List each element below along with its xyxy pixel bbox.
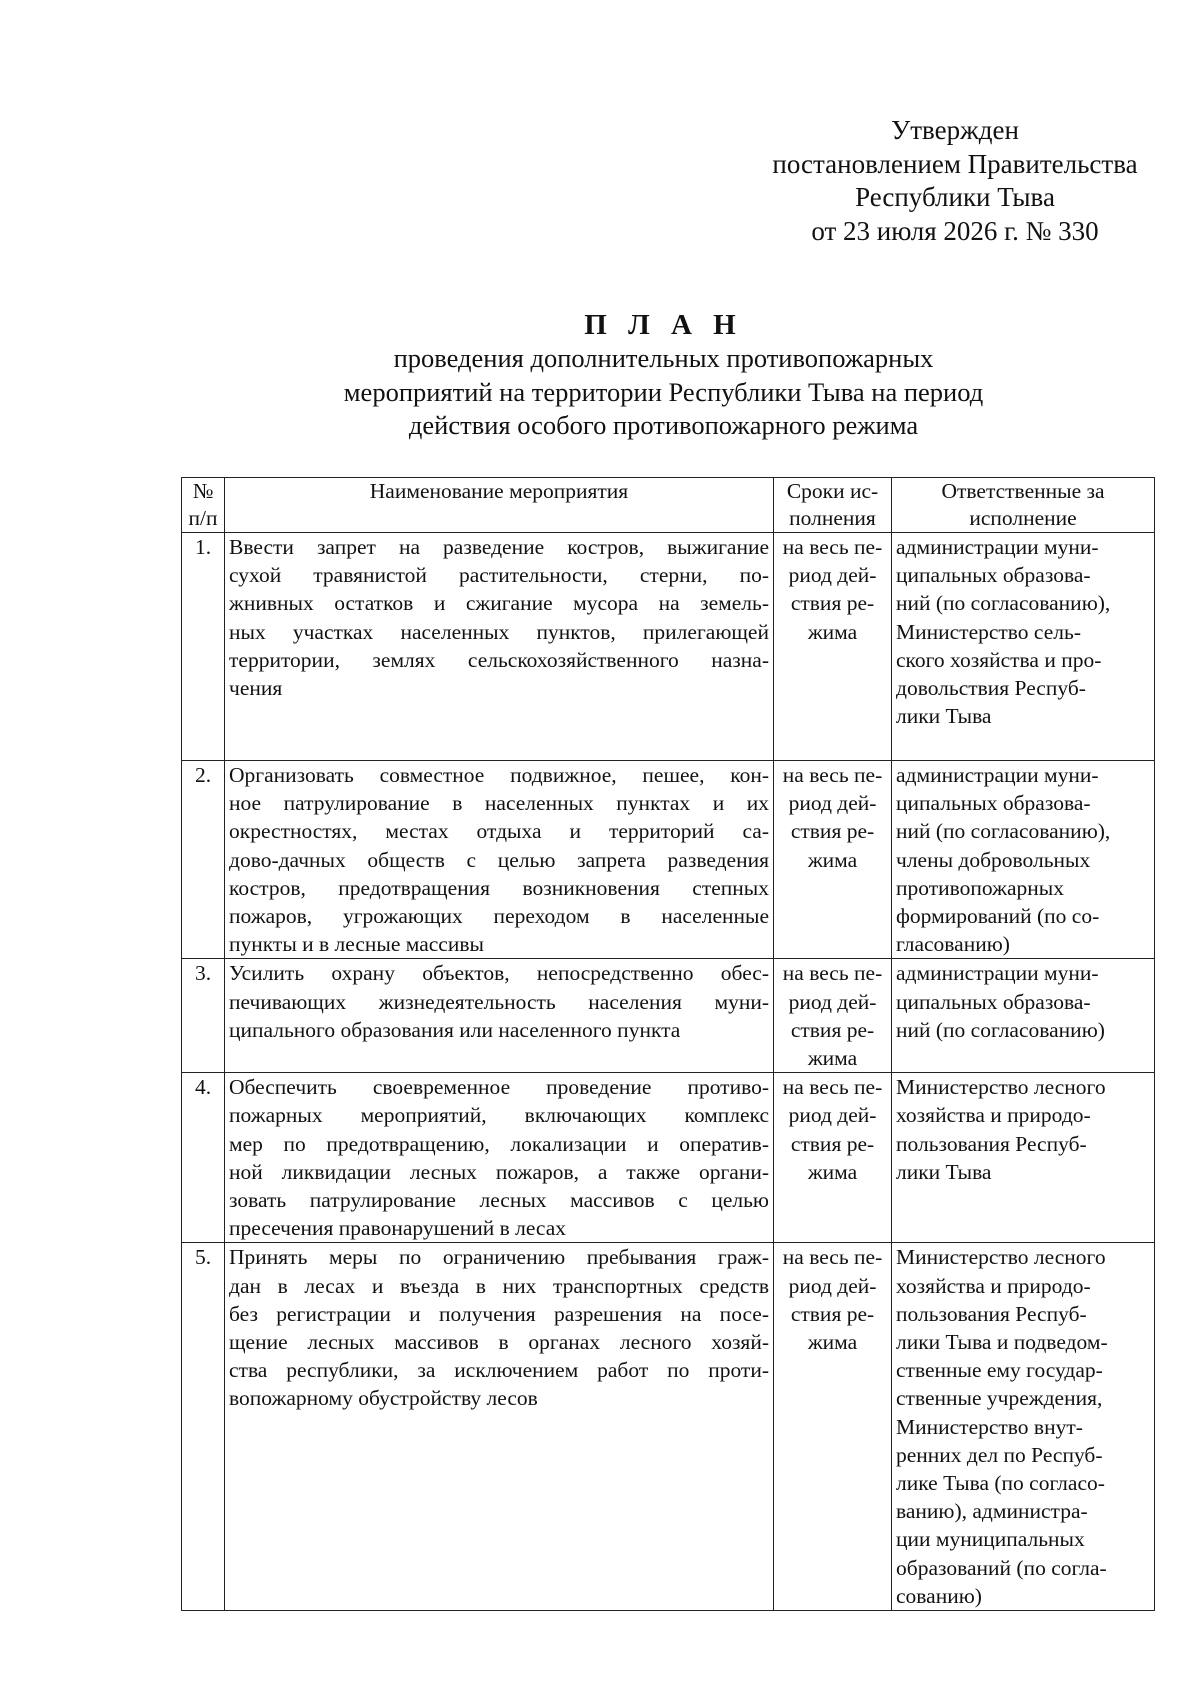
deadline-line: на весь пе- [782,1075,883,1100]
deadline-line: жима [807,619,858,644]
measure-name-line: территории, землях сельскохозяйственного назна- [229,647,769,672]
row-number: 1. [182,533,225,761]
responsible-line: образований (по согла- [896,1555,1107,1580]
responsible-line: лики Тыва и подведом- [896,1330,1108,1355]
responsible-line: сованию) [896,1583,982,1608]
header-deadline-line-1: Сроки ис- [786,479,879,503]
approval-block [720,114,1190,248]
measure-name-line: дан в лесах и въезда в них транспортных средств [229,1273,769,1298]
measure-name-line: зовать патрулирование лесных массивов с целью [229,1188,769,1213]
row-number: 2. [182,761,225,959]
deadline-cell [774,1243,892,1611]
measure-name-line: ципального образования или населенного пункта [229,1017,681,1042]
measure-name-line: вопожарному обустройству лесов [229,1386,538,1411]
measures-table [181,477,1155,1611]
header-measure-name [225,478,774,533]
responsible-line: ванию), администра- [896,1499,1088,1524]
responsible-line: ний (по согласованию), [896,819,1111,844]
measure-name-line: сухой травянистой растительности, стерни, по- [229,563,769,588]
responsible-cell [892,761,1155,959]
deadline-line: ствия ре- [790,1301,875,1326]
responsible-line: Министерство лесного [896,1245,1106,1270]
responsible-line: лики Тыва [896,704,992,729]
measure-name-line: Усилить охрану объектов, непосредственно обес- [229,961,769,986]
measure-name-line: чения [229,676,283,701]
deadline-line: на весь пе- [782,535,883,559]
header-number-line-1: № [192,479,214,503]
deadline-line: ствия ре- [790,819,875,844]
responsible-line: ний (по согласованию), [896,591,1111,616]
measure-name-line: ства республики, за исключением работ по проти- [229,1358,769,1383]
row-number: 3. [182,959,225,1073]
deadline-line: риод дей- [788,563,877,588]
responsible-line: хозяйства и природо- [896,1273,1091,1298]
deadline-line: ствия ре- [790,1131,875,1156]
responsible-line: Министерство внут- [896,1414,1083,1439]
approval-line-2: постановлением Правительства [772,148,1138,179]
responsible-line: Министерство лесного [896,1075,1106,1100]
measure-name-line: пожарных мероприятий, включающих комплекс [229,1103,769,1128]
measure-name-line: жнивных остатков и сжигание мусора на земель- [229,591,769,616]
responsible-line: гласованию) [896,932,1010,957]
measure-name-line: без регистрации и получения разрешения на посе- [229,1301,769,1326]
deadline-cell [774,1073,892,1243]
measure-name-line: печивающих жизнедеятельность населения муни- [229,989,769,1014]
measure-name-line: костров, предотвращения возникновения степных [229,875,769,900]
deadline-line: жима [807,1330,858,1355]
deadline-line: на весь пе- [782,961,883,986]
responsible-line: лики Тыва [896,1159,992,1184]
table-row [182,1073,1155,1243]
approval-line-4: от 23 июля 2026 г. № 330 [811,215,1099,246]
measure-name-line: дово-дачных обществ с целью запрета разведения [229,847,769,872]
measure-name-line: ной ликвидации лесных пожаров, а также органи- [229,1159,769,1184]
responsible-line: пользования Респуб- [896,1301,1087,1326]
table-row [182,533,1155,761]
responsible-line: лике Тыва (по согласо- [896,1471,1105,1496]
table-header-row [182,478,1155,533]
deadline-line: риод дей- [788,1103,877,1128]
measure-name-cell [225,533,774,761]
measure-name-line: пункты и в лесные массивы [229,932,484,957]
responsible-line: ципальных образова- [896,989,1091,1014]
approval-line-3: Республики Тыва [855,182,1055,212]
responsible-line: пользования Респуб- [896,1131,1087,1156]
responsible-line: ципальных образова- [896,563,1091,588]
responsible-line: ренних дел по Респуб- [896,1442,1103,1467]
deadline-line: на весь пе- [782,1245,883,1270]
measure-name-line: Обеспечить своевременное проведение противо- [229,1075,769,1100]
responsible-line: администрации муни- [896,961,1099,986]
responsible-line: администрации муни- [896,763,1099,787]
deadline-line: ствия ре- [790,1017,875,1042]
deadline-line: риод дей- [788,1273,877,1298]
header-number-line-2: п/п [188,506,218,530]
responsible-line: ственные ему государ- [896,1358,1103,1383]
measures-table-wrapper [181,477,1154,1611]
measure-name-line: мер по предотвращению, локализации и оператив- [229,1131,769,1156]
header-number [182,478,225,533]
responsible-line: противопожарных [896,875,1064,900]
responsible-cell [892,533,1155,761]
deadline-cell [774,533,892,761]
measure-name-line: щение лесных массивов в органах лесного хозяй- [229,1330,769,1355]
measure-name-line: Принять меры по ограничению пребывания граж- [229,1245,769,1270]
measure-name-line: пожаров, угрожающих переходом в населенные [229,904,769,929]
measure-name-line: Ввести запрет на разведение костров, выжигание [229,535,769,559]
header-measure-name-text: Наименование мероприятия [369,479,629,503]
deadline-line: риод дей- [788,791,877,816]
table-row [182,761,1155,959]
responsible-line: хозяйства и природо- [896,1103,1091,1128]
plan-subtitle-line-2: мероприятий на территории Республики Тыва на период [343,376,984,407]
responsible-cell [892,1073,1155,1243]
deadline-cell [774,761,892,959]
measure-name-cell [225,1243,774,1611]
approval-line-1: Утвержден [891,115,1019,145]
measure-name-line: пресечения правонарушений в лесах [229,1216,567,1241]
header-responsible [892,478,1155,533]
measure-name-line: окрестностях, местах отдыха и территорий са- [229,819,769,844]
deadline-line: на весь пе- [782,763,883,787]
measure-name-cell [225,761,774,959]
responsible-line: ции муниципальных [896,1527,1085,1552]
plan-subtitle [160,342,1167,443]
measure-name-line: ное патрулирование в населенных пунктах и их [229,791,769,816]
table-row [182,1243,1155,1611]
responsible-cell [892,959,1155,1073]
measure-name-line: Организовать совместное подвижное, пешее, кон- [229,763,769,787]
deadline-line: жима [807,1159,858,1184]
header-responsible-line-1: Ответственные за [941,479,1105,503]
deadline-line: жима [807,1046,858,1071]
measure-name-cell [225,1073,774,1243]
responsible-line: администрации муни- [896,535,1099,559]
measure-name-cell [225,959,774,1073]
deadline-line: жима [807,847,858,872]
responsible-line: ципальных образова- [896,791,1091,816]
row-number: 5. [182,1243,225,1611]
responsible-line: ского хозяйства и про- [896,647,1102,672]
responsible-line: формирований (по со- [896,904,1100,929]
deadline-line: ствия ре- [790,591,875,616]
responsible-line: Министерство сель- [896,619,1081,644]
plan-subtitle-line-1: проведения дополнительных противопожарных [393,343,934,373]
table-row [182,959,1155,1073]
responsible-line: ний (по согласованию) [896,1017,1105,1042]
responsible-line: ственные учреждения, [896,1386,1103,1411]
header-deadline-line-2: полнения [789,506,876,530]
responsible-line: члены добровольных [896,847,1091,872]
row-number: 4. [182,1073,225,1243]
header-responsible-line-2: исполнение [969,506,1077,530]
table-body [182,533,1155,1611]
plan-title: П Л А Н [584,309,743,341]
deadline-cell [774,959,892,1073]
header-deadline [774,478,892,533]
measure-name-line: ных участках населенных пунктов, прилегающей [229,619,769,644]
plan-subtitle-line-3: действия особого противопожарного режима [408,410,919,440]
responsible-cell [892,1243,1155,1611]
responsible-line: довольствия Респуб- [896,676,1086,701]
deadline-line: риод дей- [788,989,877,1014]
